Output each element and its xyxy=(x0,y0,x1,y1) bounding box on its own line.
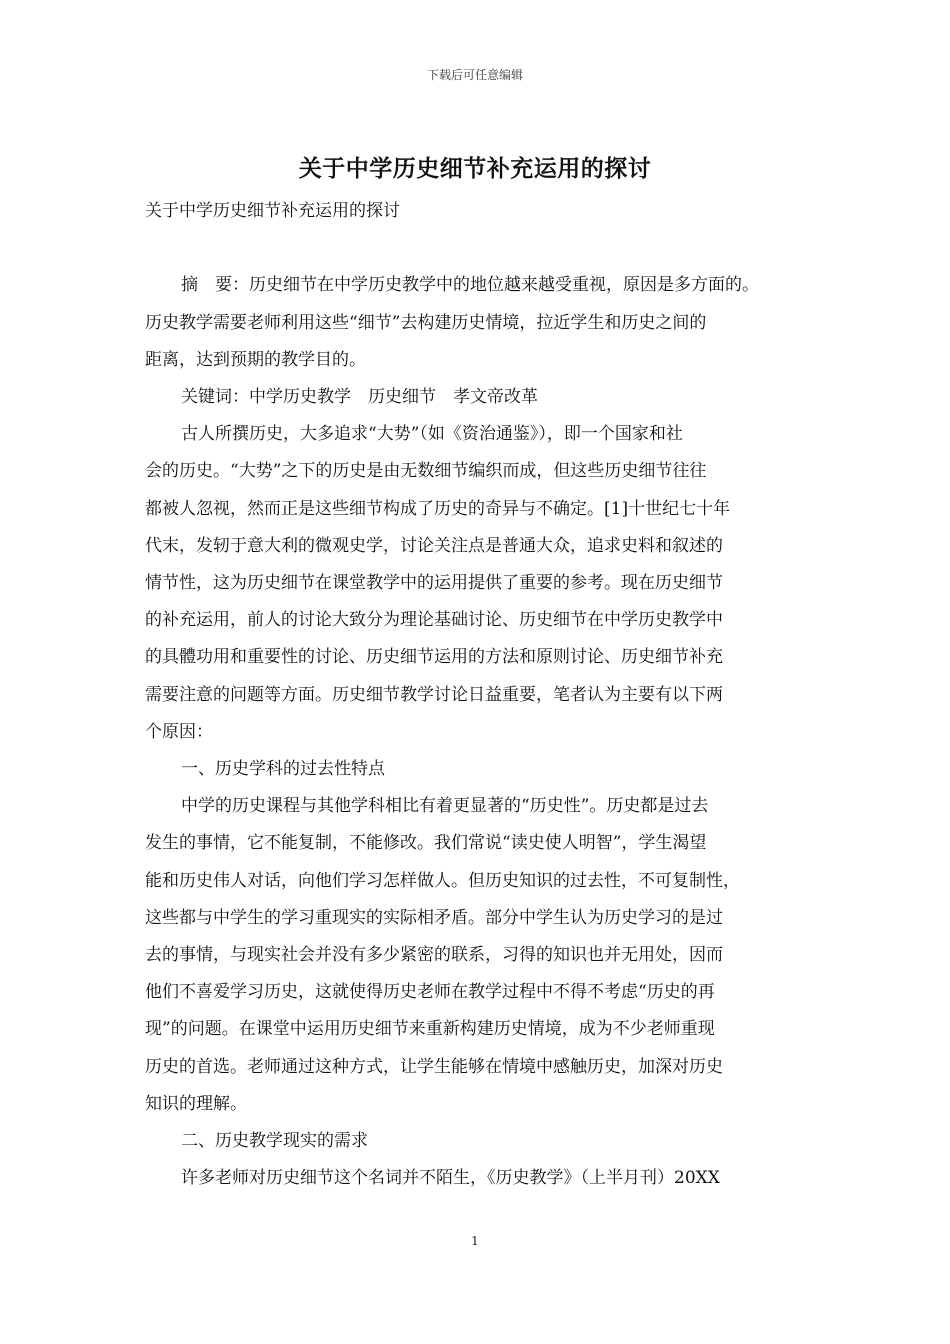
body-line: 这些都与中学生的学习重现实的实际相矛盾。部分中学生认为历史学习的是过 xyxy=(145,907,723,928)
page-header: 下载后可任意编辑 xyxy=(426,68,523,82)
body-line: 代末，发轫于意大利的微观史学，讨论关注点是普通大众，追求史料和叙述的 xyxy=(145,535,723,556)
body-line: 中学的历史课程与其他学科相比有着更显著的“历史性”。历史都是过去 xyxy=(181,796,709,817)
body-line: 的补充运用，前人的讨论大致分为理论基础讨论、历史细节在中学历史教学中 xyxy=(145,610,723,631)
keywords-line: 关键词：中学历史教学 历史细节 孝文帝改革 xyxy=(181,387,538,407)
body-line: 情节性，这为历史细节在课堂教学中的运用提供了重要的参考。现在历史细节 xyxy=(145,573,723,594)
body-line: 现”的问题。在课堂中运用历史细节来重新构建历史情境，成为不少老师重现 xyxy=(145,1019,715,1040)
abstract-line: 摘 要：历史细节在中学历史教学中的地位越来越受重视，原因是多方面的。 xyxy=(181,275,759,296)
blank-line xyxy=(145,230,825,267)
page-number: 1 xyxy=(471,1234,479,1248)
body-line: 许多老师对历史细节这个名词并不陌生，《历史教学》（上半月刊）20XX xyxy=(181,1168,720,1189)
abstract-line: 历史教学需要老师利用这些“细节”去构建历史情境，拉近学生和历史之间的 xyxy=(145,312,707,333)
body-line: 古人所撰历史，大多追求“大势”（如《资治通鉴》），即一个国家和社 xyxy=(181,424,683,445)
document-body xyxy=(145,193,825,1197)
document-title: 关于中学历史细节补充运用的探讨 xyxy=(298,156,652,182)
body-line: 发生的事情，它不能复制，不能修改。我们常说“读史使人明智”，学生渴望 xyxy=(145,833,707,854)
section-heading: 二、历史教学现实的需求 xyxy=(181,1131,368,1152)
section-heading: 一、历史学科的过去性特点 xyxy=(181,759,385,780)
body-line: 都被人忽视，然而正是这些细节构成了历史的奇异与不确定。[1]十世纪七十年 xyxy=(145,498,731,519)
body-line: 能和历史伟人对话，向他们学习怎样做人。但历史知识的过去性，不可复制性， xyxy=(145,870,740,891)
body-line: 知识的理解。 xyxy=(145,1093,247,1114)
body-line: 会的历史。“大势”之下的历史是由无数细节编织而成，但这些历史细节往往 xyxy=(145,461,707,482)
document-subtitle: 关于中学历史细节补充运用的探讨 xyxy=(145,201,400,221)
body-line: 他们不喜爱学习历史，这就使得历史老师在教学过程中不得不考虑“历史的再 xyxy=(145,982,715,1003)
body-line: 个原因： xyxy=(145,721,213,742)
body-line: 的具體功用和重要性的讨论、历史细节运用的方法和原则讨论、历史细节补充 xyxy=(145,647,723,668)
abstract-line: 距离，达到预期的教学目的。 xyxy=(145,349,366,370)
body-line: 去的事情，与现实社会并没有多少紧密的联系，习得的知识也并无用处，因而 xyxy=(145,945,723,966)
body-line: 历史的首选。老师通过这种方式，让学生能够在情境中感触历史，加深对历史 xyxy=(145,1056,723,1077)
body-line: 需要注意的问题等方面。历史细节教学讨论日益重要，笔者认为主要有以下两 xyxy=(145,684,723,705)
